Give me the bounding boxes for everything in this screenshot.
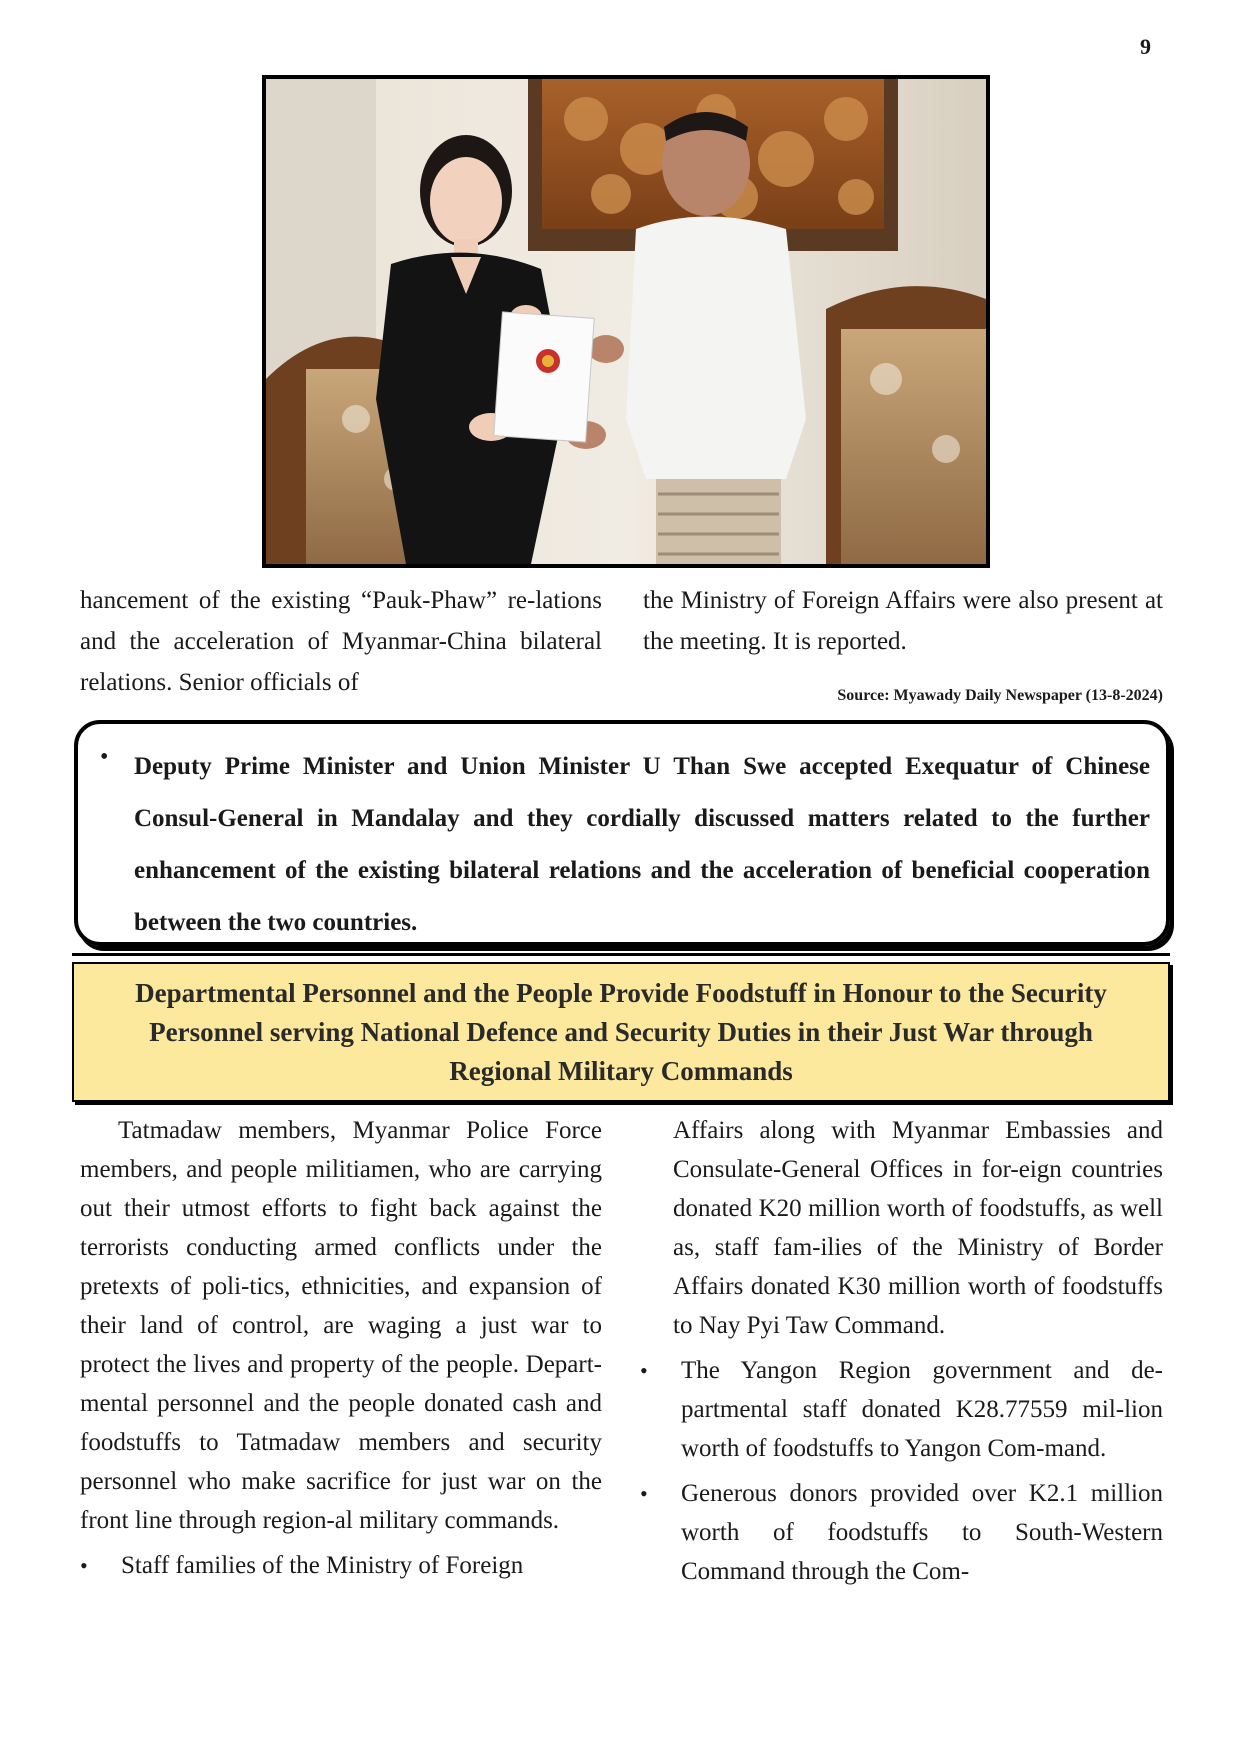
article-column-left (80, 1111, 602, 1585)
continued-paragraph-left: hancement of the existing “Pauk-Phaw” re-lations and the acceleration of Myanmar-China bilateral relations. Senior officials of (80, 587, 602, 696)
bullet-icon: • (80, 1553, 88, 1578)
photo-of-exequatur-presentation-icon (266, 79, 986, 564)
article-column-right (640, 1111, 1163, 1591)
bullet-icon: • (640, 1481, 648, 1506)
headline-banner (72, 962, 1170, 1102)
summary-box (74, 720, 1170, 946)
bullet-text: Generous donors provided over K2.1 million worth of foodstuffs to South-Western Command through the Com- (681, 1480, 1163, 1585)
bullet-text: Staff families of the Ministry of Foreign (121, 1552, 524, 1579)
bullet-text: The Yangon Region government and de-partmental staff donated K28.77559 mil-lion worth of foodstuffs to Yangon Com-mand. (681, 1357, 1163, 1462)
summary-text: Deputy Prime Minister and Union Minister U Than Swe accepted Exequatur of Chinese Consul-General in Mandalay and they cordially discussed matters related to the further enhancement of the existing bilateral relations and the acceleration of beneficial cooperation between the two countries. (134, 753, 1150, 936)
intro-paragraph: Tatmadaw members, Myanmar Police Force members, and people militiamen, who are carrying out their utmost efforts to fight back against the terrorists conducting armed conflicts under the pretexts of poli-tics, ethnicities, and expansion of their land of control, are waging a just war to protect the lives and property of the people. Depart-mental personnel and the people donated cash and foodstuffs to Tatmadaw members and security personnel who make sacrifice for just war on the front line through region-al military commands. (80, 1117, 602, 1534)
list-item (640, 1351, 1163, 1468)
bullet-icon: • (640, 1358, 648, 1383)
news-photo (262, 75, 990, 568)
article-headline: Departmental Personnel and the People Provide Foodstuff in Honour to the Security Personnel serving National Defence and Security Duties in their Just War through Regional Military Commands (135, 977, 1107, 1086)
continued-paragraph-right: the Ministry of Foreign Affairs were also present at the meeting. It is reported. (643, 587, 1163, 655)
source-credit: Source: Myawady Daily Newspaper (13-8-2024) (837, 687, 1163, 704)
bullet-icon: • (100, 744, 109, 770)
list-item (640, 1474, 1163, 1591)
list-item (80, 1546, 602, 1585)
section-divider (72, 953, 1170, 956)
page-number: 9 (1140, 34, 1151, 59)
list-item-continued: Affairs along with Myanmar Embassies and Consulate-General Offices in for-eign countries donated K20 million worth of foodstuffs, as well as, staff fam-ilies of the Ministry of Border Affairs donated K30 million worth of foodstuffs to Nay Pyi Taw Command. (673, 1117, 1163, 1339)
